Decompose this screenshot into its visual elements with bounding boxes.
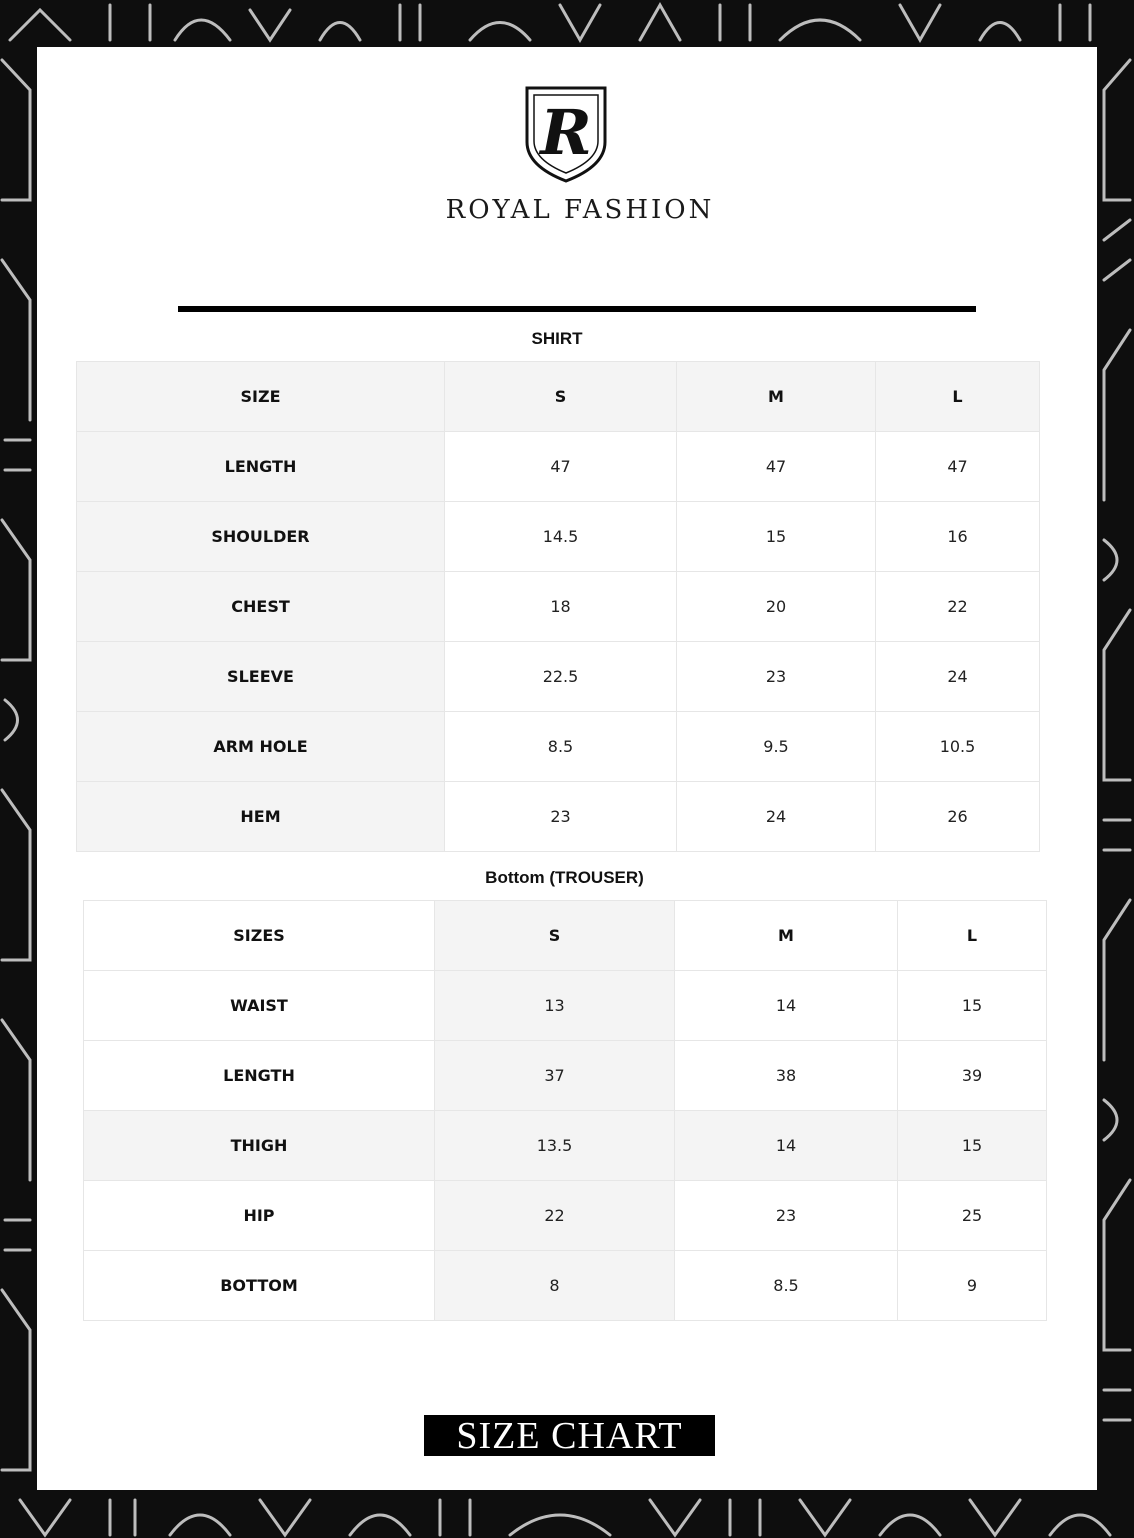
table-header-cell: M — [677, 362, 876, 432]
table-cell: 8.5 — [445, 712, 677, 782]
row-label: THIGH — [84, 1111, 435, 1181]
table-header-cell: S — [445, 362, 677, 432]
divider-rule — [178, 306, 976, 312]
row-label: LENGTH — [84, 1041, 435, 1111]
table-row — [77, 432, 1040, 502]
table-cell: 14.5 — [445, 502, 677, 572]
table-row — [77, 572, 1040, 642]
row-label: HEM — [77, 782, 445, 852]
table-cell: 37 — [435, 1041, 675, 1111]
table-header-cell: SIZE — [77, 362, 445, 432]
row-label: LENGTH — [77, 432, 445, 502]
table-cell: 8.5 — [675, 1251, 898, 1321]
table-cell: 23 — [445, 782, 677, 852]
table-row — [77, 502, 1040, 572]
table-header-cell: SIZES — [84, 901, 435, 971]
table-cell: 13 — [435, 971, 675, 1041]
table-cell: 47 — [677, 432, 876, 502]
table-cell: 10.5 — [876, 712, 1040, 782]
table-row — [84, 971, 1047, 1041]
row-label: ARM HOLE — [77, 712, 445, 782]
row-label: CHEST — [77, 572, 445, 642]
table-header-cell: L — [876, 362, 1040, 432]
table-row — [84, 1041, 1047, 1111]
table-header-row — [84, 901, 1047, 971]
row-label: BOTTOM — [84, 1251, 435, 1321]
table-cell: 47 — [445, 432, 677, 502]
table-cell: 22 — [876, 572, 1040, 642]
table-cell: 15 — [898, 971, 1047, 1041]
table-cell: 9.5 — [677, 712, 876, 782]
row-label: HIP — [84, 1181, 435, 1251]
table-row — [84, 1111, 1047, 1181]
table-cell: 13.5 — [435, 1111, 675, 1181]
table-cell: 14 — [675, 971, 898, 1041]
shield-crest-icon — [523, 84, 609, 184]
shirt-size-table — [76, 361, 1040, 852]
table-cell: 8 — [435, 1251, 675, 1321]
table-cell: 25 — [898, 1181, 1047, 1251]
row-label: WAIST — [84, 971, 435, 1041]
table-cell: 23 — [677, 642, 876, 712]
table-cell: 20 — [677, 572, 876, 642]
table-cell: 38 — [675, 1041, 898, 1111]
table-cell: 26 — [876, 782, 1040, 852]
table-cell: 39 — [898, 1041, 1047, 1111]
table-header-cell: L — [898, 901, 1047, 971]
table-cell: 24 — [876, 642, 1040, 712]
table-cell: 16 — [876, 502, 1040, 572]
table-row — [77, 642, 1040, 712]
table-cell: 47 — [876, 432, 1040, 502]
table-header-row — [77, 362, 1040, 432]
size-chart-sheet — [37, 47, 1097, 1490]
table-cell: 9 — [898, 1251, 1047, 1321]
table-cell: 24 — [677, 782, 876, 852]
brand-name: ROYAL FASHION — [445, 195, 715, 225]
table-row — [77, 712, 1040, 782]
trouser-section-title: Bottom (TROUSER) — [485, 868, 644, 887]
table-row — [77, 782, 1040, 852]
table-cell: 23 — [675, 1181, 898, 1251]
table-cell: 22.5 — [445, 642, 677, 712]
size-chart-banner: SIZE CHART — [424, 1415, 715, 1456]
table-row — [84, 1181, 1047, 1251]
row-label: SLEEVE — [77, 642, 445, 712]
row-label: SHOULDER — [77, 502, 445, 572]
table-cell: 18 — [445, 572, 677, 642]
shirt-section-title: SHIRT — [531, 329, 583, 348]
table-cell: 14 — [675, 1111, 898, 1181]
table-header-cell: M — [675, 901, 898, 971]
table-row — [84, 1251, 1047, 1321]
table-cell: 15 — [677, 502, 876, 572]
table-cell: 15 — [898, 1111, 1047, 1181]
trouser-size-table — [83, 900, 1047, 1321]
table-header-cell: S — [435, 901, 675, 971]
brand-monogram: R — [540, 96, 592, 169]
table-cell: 22 — [435, 1181, 675, 1251]
